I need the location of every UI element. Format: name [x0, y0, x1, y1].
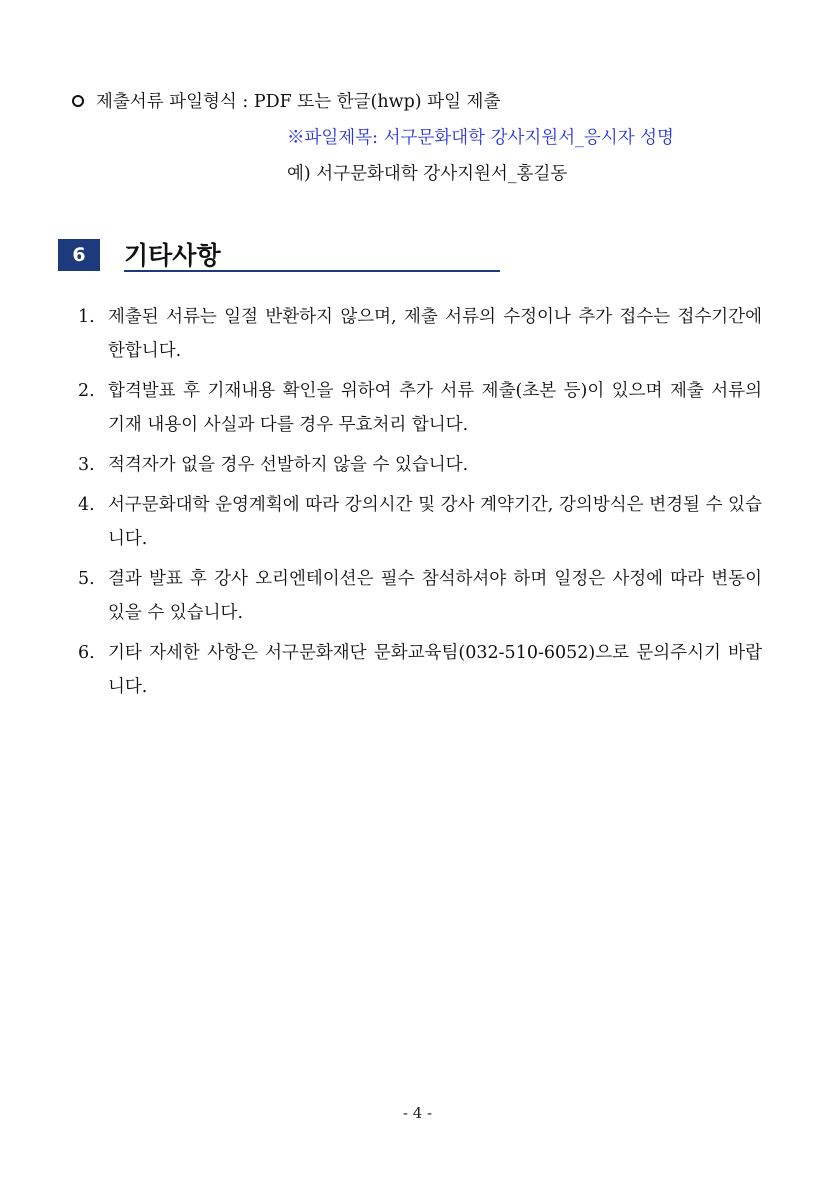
- submission-format-row: [72, 88, 500, 113]
- list-item-text: 서구문화대학 운영계획에 따라 강의시간 및 강사 계약기간, 강의방식은 변경될 수 있습니다.: [108, 495, 762, 549]
- section-number-badge: 6: [58, 239, 100, 271]
- list-item-text: 결과 발표 후 강사 오리엔테이션은 필수 참석하셔야 하며 일정은 사정에 따라 변동이 있을 수 있습니다.: [108, 569, 762, 623]
- list-item: [78, 374, 762, 442]
- section-underline: [124, 270, 500, 272]
- list-item: [78, 636, 762, 704]
- circle-bullet-icon: [72, 95, 84, 107]
- list-item-number: 4.: [78, 495, 95, 515]
- list-item-number: 6.: [78, 643, 95, 663]
- list-item: [78, 300, 762, 368]
- list-item-number: 5.: [78, 569, 95, 589]
- list-item-text: 합격발표 후 기재내용 확인을 위하여 추가 서류 제출(초본 등)이 있으며 제출 서류의 기재 내용이 사실과 다를 경우 무효처리 합니다.: [108, 381, 762, 435]
- section-title: 기타사항: [124, 241, 221, 270]
- list-item-text: 적격자가 없을 경우 선발하지 않을 수 있습니다.: [108, 455, 469, 475]
- file-title-example: 예) 서구문화대학 강사지원서_홍길동: [287, 164, 568, 184]
- section-heading: [58, 236, 500, 272]
- list-item-number: 1.: [78, 307, 95, 327]
- notice-list: [78, 300, 762, 710]
- list-item: [78, 448, 762, 482]
- page-number: - 4 -: [402, 1104, 433, 1122]
- list-item-text: 기타 자세한 사항은 서구문화재단 문화교육팀(032-510-6052)으로 문의주시기 바랍니다.: [108, 643, 762, 697]
- submission-format-text: 제출서류 파일형식 : PDF 또는 한글(hwp) 파일 제출: [96, 92, 501, 112]
- list-item-text: 제출된 서류는 일절 반환하지 않으며, 제출 서류의 수정이나 추가 접수는 접수기간에 한합니다.: [108, 307, 762, 361]
- file-title-note: ※파일제목: 서구문화대학 강사지원서_응시자 성명: [287, 128, 674, 148]
- list-item-number: 2.: [78, 381, 95, 401]
- list-item: [78, 488, 762, 556]
- list-item: [78, 562, 762, 630]
- list-item-number: 3.: [78, 455, 95, 475]
